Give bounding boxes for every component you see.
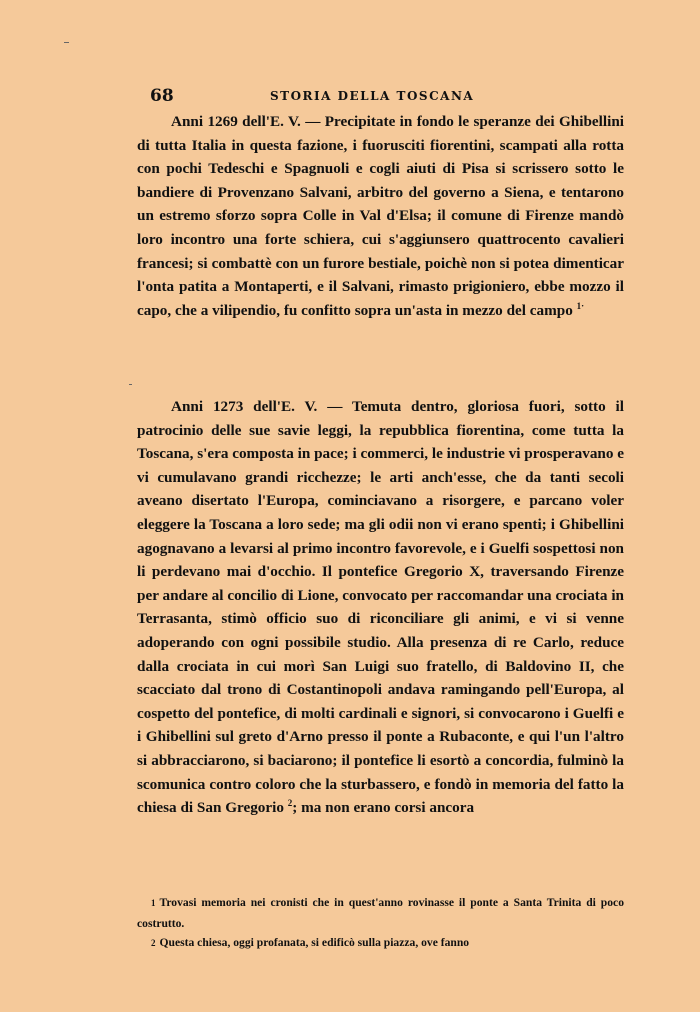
running-title: STORIA DELLA TOSCANA — [270, 89, 475, 103]
footnote — [137, 893, 624, 933]
footnote-text: Questa chiesa, oggi profanata, si edificò sulla piazza, ove fanno — [159, 936, 470, 949]
footnote-number: 2 — [151, 938, 156, 948]
paragraph-text — [137, 395, 624, 820]
margin-mark — [64, 42, 69, 43]
page-number: 68 — [150, 86, 174, 106]
margin-mark — [129, 384, 132, 385]
paragraph-text — [137, 110, 624, 322]
paragraph-1273 — [137, 395, 624, 820]
page-header — [150, 86, 620, 108]
footnote-number: 1 — [151, 898, 156, 908]
paragraph-1269 — [137, 110, 624, 322]
footnote — [137, 933, 624, 954]
footnote-ref: 1· — [576, 300, 585, 311]
paragraph-body: Anni 1269 dell'E. V. — Precipitate in fondo le speranze dei Ghibellini di tutta Italia in questa fazione, i fuorusciti fiorentini, scampati alla rotta con pochi Tedeschi e Spagnuoli e cogli aiuti di Pisa si scrissero sotto le bandiere di Provenzano Salvani, arbitro del governo a Siena, e tentarono un estremo sforzo sopra Colle in Val d'Elsa; il comune di Firenze mandò loro incontro una forte schiera, cui s'aggiunsero quattrocento cavalieri francesi; si combattè con un furore bestiale, poichè non si potea dimenticar l'onta patita a Montaperti, e il Salvani, rimasto prigioniero, ebbe mozzo il capo, che a vilipendio, fu confitto sopra un'asta in mezzo del campo — [137, 113, 624, 319]
footnote-text: Trovasi memoria nei cronisti che in quest'anno rovinasse il ponte a Santa Trinita di poco costrutto. — [137, 896, 624, 930]
paragraph-body: Anni 1273 dell'E. V. — Temuta dentro, gloriosa fuori, sotto il patrocinio delle sue savie leggi, la repubblica fiorentina, come tutta la Toscana, s'era composta in pace; i commerci, le industrie vi prosperavano e vi cumulavano grandi ricchezze; le arti anch'esse, che da tanti secoli aveano disertato l'Europa, cominciavano a risorgere, e parcano voler eleggere la Toscana a loro sede; ma gli odii non vi erano spenti; i Ghibellini agognavano a levarsi al primo incontro favorevole, e i Guelfi sospettosi non li perdevano mai d'occhio. Il pontefice Gregorio X, traversando Firenze per andare al concilio di Lione, convocato per raccomandar una crociata in Terrasanta, stimò officio suo di riconciliare gli animi, e vi si venne adoperando con ogni possibile studio. Alla presenza di re Carlo, reduce dalla crociata in cui morì San Luigi suo fratello, di Baldovino II, che scacciato dal trono di Costantinopoli andava ramingando pell'Europa, al cospetto del pontefice, di molti cardinali e signori, si convocarono i Guelfi e i Ghibellini sul greto d'Arno presso il ponte a Rubaconte, e qui l'un l'altro si abbracciarono, si baciarono; il pontefice li esortò a concordia, fulminò la scomunica contro coloro che la sturbassero, e fondò in memoria del fatto la chiesa di San Gregorio — [137, 398, 624, 817]
footnotes — [137, 893, 624, 954]
paragraph-tail: ; ma non erano corsi ancora — [292, 799, 475, 817]
footnote-ref: 2 — [287, 798, 293, 809]
